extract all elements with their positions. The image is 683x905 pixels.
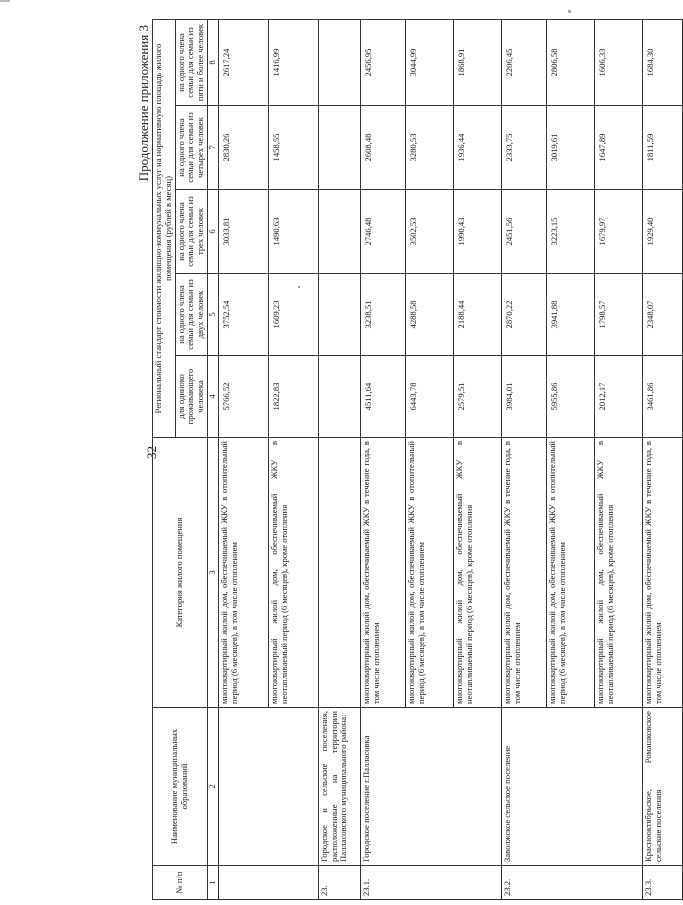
scan-artifact (0, 0, 10, 2)
index-cell: 4 (207, 356, 218, 438)
row-value: 2608,48 (360, 106, 405, 190)
row-category: многоквартирный жилой дом, обеспечиваемый ЖКУ в отопительный период (6 месяцев), в том числе отоплением (546, 438, 594, 708)
row-value (318, 356, 360, 438)
housing-cost-table (152, 19, 683, 900)
row-value: 1490,63 (268, 190, 318, 274)
row-value: 1811,59 (642, 106, 682, 190)
row-name: Красноoктябрьское, Ромашковское сельские поселения (642, 708, 682, 866)
row-value: 2830,26 (218, 106, 268, 190)
row-value: 4511,64 (360, 356, 405, 438)
row-name (405, 708, 453, 866)
row-num (546, 866, 594, 900)
row-num: 23. (318, 866, 360, 900)
header-row (153, 19, 176, 899)
row-num (453, 866, 501, 900)
appendix-title: Продолжение приложения 3 (136, 25, 151, 182)
row-value: 3752,54 (218, 274, 268, 356)
header-name: Наименование муниципальных образований (153, 708, 208, 866)
row-value: 1990,43 (453, 190, 501, 274)
row-value: 2870,22 (501, 274, 546, 356)
row-value: 1798,57 (594, 274, 642, 356)
table-row (642, 19, 682, 899)
row-value: 2012,17 (594, 356, 642, 438)
row-value (318, 274, 360, 356)
row-name: Городское поселение г.Палласовка (360, 708, 405, 866)
row-value: 1822,83 (268, 356, 318, 438)
header-category: Категория жилого помещения (153, 438, 208, 708)
row-value: 3502,53 (405, 190, 453, 274)
table-row (594, 19, 642, 899)
row-name: Городское и сельские поселения, расположенные на территории Палласовского муниципального района: (318, 708, 360, 866)
row-value (318, 106, 360, 190)
row-value: 2456,95 (360, 19, 405, 105)
subheader-cell: на одного члена семьи для семьи из трех человек (175, 190, 207, 274)
row-value: 3033,81 (218, 190, 268, 274)
row-value: 1606,33 (594, 19, 642, 105)
row-value: 2617,24 (218, 19, 268, 105)
row-value: 5766,52 (218, 356, 268, 438)
row-category: многоквартирный жилой дом, обеспечиваемый ЖКУ в отопительный период (6 месяцев), в том числе отоплением (218, 438, 268, 708)
row-name (546, 708, 594, 866)
row-category (318, 438, 360, 708)
row-value (318, 190, 360, 274)
table-row (360, 19, 405, 899)
subheader-cell: для одиноко проживающего человека (175, 356, 207, 438)
header-standard: Региональный стандарт стоимости жилищно-коммунальных услуг на нормативную площадь жилого помещения (рублей в месяц) (153, 19, 176, 437)
table-row (405, 19, 453, 899)
index-row (207, 19, 218, 899)
row-num (594, 866, 642, 900)
subheader-cell: на одного члена семьи для семьи из пяти и более человек (175, 19, 207, 105)
row-value: 1936,44 (453, 106, 501, 190)
index-cell: 2 (207, 708, 218, 866)
row-value: 2188,44 (453, 274, 501, 356)
row-value: 2746,48 (360, 190, 405, 274)
row-value: 3280,53 (405, 106, 453, 190)
row-value: 3941,88 (546, 274, 594, 356)
row-value: 1647,89 (594, 106, 642, 190)
row-name (218, 708, 268, 866)
row-value: 6443,78 (405, 356, 453, 438)
row-value: 2451,56 (501, 190, 546, 274)
index-cell: 7 (207, 106, 218, 190)
row-category: многоквартирный жилой дом, обеспечиваемый ЖКУ в неотапливаемый период (6 месяцев), кроме отопления (453, 438, 501, 708)
row-value: 3044,99 (405, 19, 453, 105)
row-value: 1684,30 (642, 19, 682, 105)
row-value: 2806,58 (546, 19, 594, 105)
row-category: многоквартирный жилой дом, обеспечиваемый ЖКУ в отопительный период (6 месяцев), в том числе отоплением (405, 438, 453, 708)
row-value: 1868,91 (453, 19, 501, 105)
row-name (594, 708, 642, 866)
table-row (218, 19, 268, 899)
table-row (268, 19, 318, 899)
page-number: 32 (144, 446, 159, 459)
rotated-content (130, 0, 663, 905)
row-value: 5955,86 (546, 356, 594, 438)
row-num (268, 866, 318, 900)
row-value: 1458,55 (268, 106, 318, 190)
row-value: 3461,86 (642, 356, 682, 438)
row-name: Заволжское сельское поселение (501, 708, 546, 866)
row-value: 3019,61 (546, 106, 594, 190)
row-value: 4288,58 (405, 274, 453, 356)
index-cell: 8 (207, 19, 218, 105)
row-category: многоквартирный жилой дом, обеспечиваемый ЖКУ в неотапливаемый период (6 месяцев), кроме отопления (268, 438, 318, 708)
row-category: многоквартирный жилой дом, обеспечиваемый ЖКУ в неотапливаемый период (6 месяцев), кроме отопления (594, 438, 642, 708)
row-value (318, 19, 360, 105)
row-name (453, 708, 501, 866)
row-value: 2206,45 (501, 19, 546, 105)
row-value: 3238,51 (360, 274, 405, 356)
row-category: многоквартирный жилой дом, обеспечиваемый ЖКУ в течение года, в том числе отоплением (642, 438, 682, 708)
index-cell: 1 (207, 866, 218, 900)
row-name (268, 708, 318, 866)
header-num: № п/п (153, 866, 208, 900)
index-cell: 5 (207, 274, 218, 356)
table-row (546, 19, 594, 899)
row-value: 2579,51 (453, 356, 501, 438)
row-category: многоквартирный жилой дом, обеспечиваемый ЖКУ в течение года, в том числе отоплением (360, 438, 405, 708)
index-cell: 3 (207, 438, 218, 708)
table-row (501, 19, 546, 899)
row-num (405, 866, 453, 900)
table-row (318, 19, 360, 899)
row-value: 2333,75 (501, 106, 546, 190)
row-value: 1609,23 (268, 274, 318, 356)
row-value: 3223,15 (546, 190, 594, 274)
row-num: 23.1. (360, 866, 405, 900)
table-row (453, 19, 501, 899)
index-cell: 6 (207, 190, 218, 274)
row-value: 1679,97 (594, 190, 642, 274)
row-value: 2348,07 (642, 274, 682, 356)
row-value: 1416,99 (268, 19, 318, 105)
subheader-cell: на одного члена семьи для семьи из четырех человек (175, 106, 207, 190)
row-value: 1929,40 (642, 190, 682, 274)
row-num: 23.3. (642, 866, 682, 900)
row-num (218, 866, 268, 900)
row-num: 23.2. (501, 866, 546, 900)
row-category: многоквартирный жилой дом, обеспечиваемый ЖКУ в течение года, в том числе отоплением (501, 438, 546, 708)
subheader-cell: на одного члена семьи для семьи из двух человек (175, 274, 207, 356)
row-value: 3984,01 (501, 356, 546, 438)
